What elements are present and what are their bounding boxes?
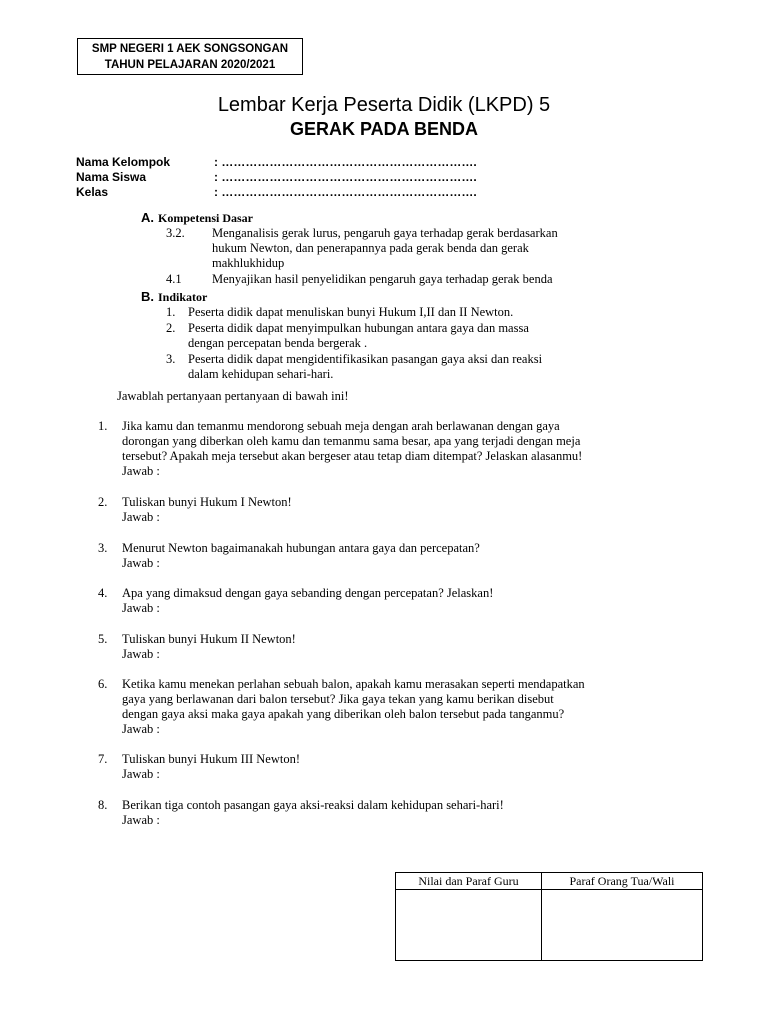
- answer-label: Jawab :: [122, 601, 160, 615]
- section-a-letter: A.: [141, 210, 154, 225]
- parent-signature-header: Paraf Orang Tua/Wali: [542, 873, 703, 890]
- identity-row-name: [76, 170, 477, 185]
- answer-label: Jawab :: [122, 813, 160, 827]
- question-number: 7.: [98, 752, 108, 766]
- identity-value: : ……………………………………………………….: [214, 185, 477, 199]
- question-number: 5.: [98, 632, 108, 646]
- question-text: Ketika kamu menekan perlahan sebuah balon, apakah kamu merasakan seperti mendapatkan: [122, 677, 585, 691]
- answer-label: Jawab :: [122, 510, 160, 524]
- identity-value: : ……………………………………………………….: [214, 170, 477, 184]
- answer-label: Jawab :: [122, 556, 160, 570]
- indicator-num: 3.: [166, 352, 176, 366]
- identity-value: : ……………………………………………………….: [214, 155, 477, 169]
- question-text: Tuliskan bunyi Hukum II Newton!: [122, 632, 296, 646]
- teacher-signature-cell: [396, 890, 542, 961]
- identity-row-group: [76, 155, 477, 170]
- answer-label: Jawab :: [122, 722, 160, 736]
- identity-label: Kelas: [76, 185, 109, 199]
- teacher-signature-header: Nilai dan Paraf Guru: [396, 873, 542, 890]
- indicator-num: 1.: [166, 305, 176, 319]
- question-text: Menurut Newton bagaimanakah hubungan antara gaya dan percepatan?: [122, 541, 480, 555]
- question-number: 4.: [98, 586, 108, 600]
- school-name: SMP NEGERI 1 AEK SONGSONGAN: [91, 43, 289, 55]
- question-text: Tuliskan bunyi Hukum III Newton!: [122, 752, 301, 766]
- question-text: Berikan tiga contoh pasangan gaya aksi-reaksi dalam kehidupan sehari-hari!: [122, 798, 504, 812]
- section-b-title: Indikator: [158, 290, 208, 304]
- section-b-letter: B.: [141, 289, 154, 304]
- identity-row-class: [76, 185, 477, 200]
- indicator-num: 2.: [166, 321, 176, 335]
- question-text: dengan gaya aksi maka gaya apakah yang diberikan oleh balon tersebut pada tanganmu?: [122, 707, 565, 721]
- school-year: TAHUN PELAJARAN 2020/2021: [104, 59, 276, 71]
- question-text: Jika kamu dan temanmu mendorong sebuah meja dengan arah berlawanan dengan gaya: [122, 419, 560, 433]
- question-number: 8.: [98, 798, 108, 812]
- answer-label: Jawab :: [122, 464, 160, 478]
- question-number: 2.: [98, 495, 108, 509]
- section-a-heading: [141, 209, 253, 227]
- section-a-title: Kompetensi Dasar: [158, 211, 253, 225]
- question-text: tersebut? Apakah meja tersebut akan bergeser atau tetap diam ditempat? Jelaskan alasanmu!: [122, 449, 583, 463]
- parent-signature-cell: [542, 890, 703, 961]
- kd-item-num: 4.1: [166, 272, 182, 286]
- section-b-heading: [141, 288, 207, 306]
- kd-item-num: 3.2.: [166, 226, 185, 240]
- document-subtitle: GERAK PADA BENDA: [289, 119, 478, 139]
- question-text: gaya yang berlawanan dari balon tersebut? Jika gaya tekan yang kamu berikan disebut: [122, 692, 554, 706]
- signature-table: [395, 872, 703, 961]
- kd-item-text: makhlukhidup: [212, 256, 285, 270]
- question-number: 6.: [98, 677, 108, 691]
- indicator-text: dengan percepatan benda bergerak .: [188, 336, 368, 350]
- school-header-box: [77, 38, 303, 75]
- instruction-text: Jawablah pertanyaan pertanyaan di bawah ini!: [117, 389, 349, 403]
- question-text: dorongan yang diberkan oleh kamu dan temanmu sama besar, apa yang terjadi dengan meja: [122, 434, 581, 448]
- indicator-text: Peserta didik dapat menyimpulkan hubungan antara gaya dan massa: [188, 321, 529, 335]
- identity-label: Nama Siswa: [76, 170, 147, 184]
- indicator-text: dalam kehidupan sehari-hari.: [188, 367, 334, 381]
- answer-label: Jawab :: [122, 767, 160, 781]
- kd-item-text: Menyajikan hasil penyelidikan pengaruh gaya terhadap gerak benda: [212, 272, 553, 286]
- question-text: Apa yang dimaksud dengan gaya sebanding dengan percepatan? Jelaskan!: [122, 586, 494, 600]
- indicator-text: Peserta didik dapat mengidentifikasikan pasangan gaya aksi dan reaksi: [188, 352, 543, 366]
- question-number: 1.: [98, 419, 108, 433]
- question-text: Tuliskan bunyi Hukum I Newton!: [122, 495, 292, 509]
- kd-item-text: Menganalisis gerak lurus, pengaruh gaya terhadap gerak berdasarkan: [212, 226, 558, 240]
- answer-label: Jawab :: [122, 647, 160, 661]
- indicator-text: Peserta didik dapat menuliskan bunyi Hukum I,II dan II Newton.: [188, 305, 514, 319]
- identity-label: Nama Kelompok: [76, 155, 171, 169]
- question-number: 3.: [98, 541, 108, 555]
- document-title: Lembar Kerja Peserta Didik (LKPD) 5: [217, 94, 551, 116]
- kd-item-text: hukum Newton, dan penerapannya pada gerak benda dan gerak: [212, 241, 529, 255]
